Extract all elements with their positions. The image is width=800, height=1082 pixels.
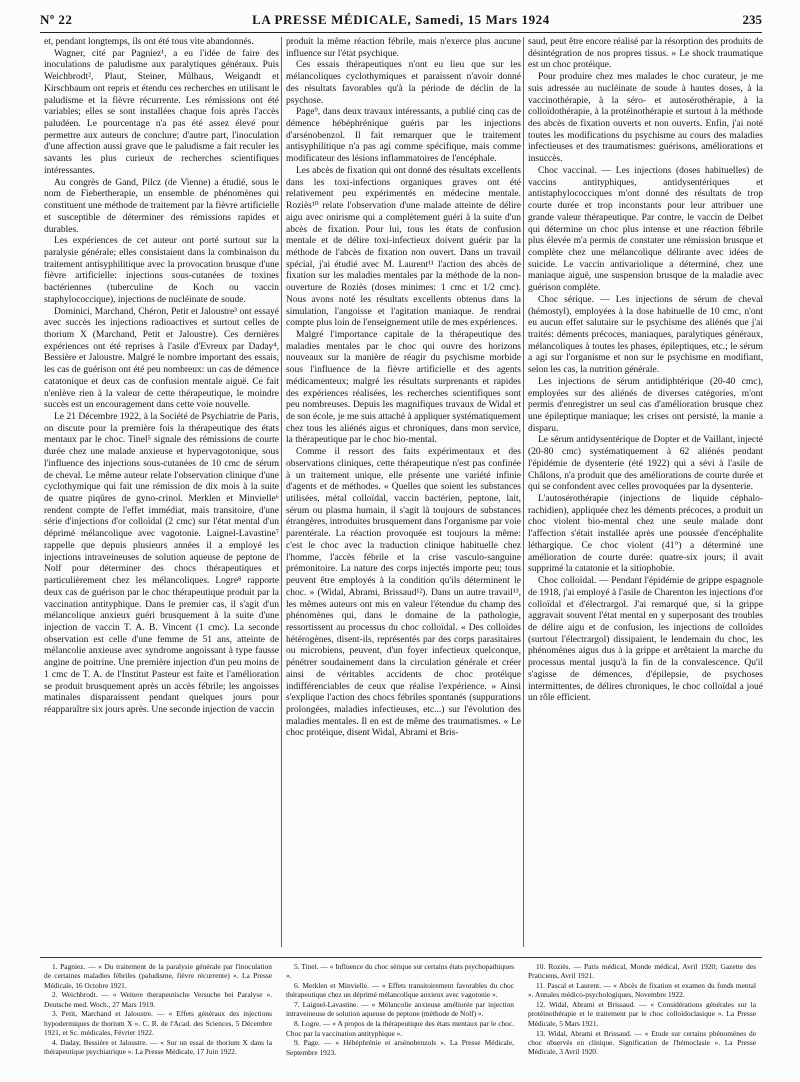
footnotes-column-1 [44,962,272,1057]
text-column-2 [286,37,521,943]
footnote: 10. Roziès. — Paris médical, Monde médical, Avril 1920; Gazette des Praticiens, Avril 1921. [528,962,756,981]
footnote: 3. Petit, Marchand et Jaloustre. — « Effets généraux des injections hypodermiques de thorium X ». C. R. de l'Acad. des Sciences, 5 Décembre 1921, et Sc. médicales, Février 1922. [44,1009,272,1038]
paragraph: Le 21 Décembre 1922, à la Société de Psychiatrie de Paris, on discute pour la première fois la thérapeutique des états mentaux par le choc. Tinel⁵ signale des rémissions de courte durée chez une malade anxieuse et hypervagotonique, sous l'influence des injections sous-cutanées de 10 cmc de sérum de cheval. Le même auteur relate l'observation clinique d'une cyclothymique qui fait une rémission de dix mois à la suite de quatre piqûres de gyno-crinol. Merklen et Minvielle⁶ rendent compte de l'effet immédiat, mais transitoire, d'une série d'injections d'or colloïdal (2 cmc) sur l'état mental d'un déprimé mélancolique avec vagotonie. Laignel-Lavastine⁷ rappelle que depuis plusieurs années il a employé les injections intraveineuses de solution aqueuse de peptone de Nolf pour déterminer des chocs thérapeutiques et particulièrement chez les mélancoliques. Logre⁸ rapporte deux cas de guérison par le choc thérapeutique produit par la vaccination antityphique. Dans le premier cas, il s'agit d'un mélancolique anxieux guéri brusquement à la suite d'une injection de vaccin T. A. B. Vincent (1 cmc). La seconde observation est celle d'une femme de 51 ans, atteinte de mélancolie anxieuse avec syndrome angoissant à type fausse angine de poitrine. Une première injection d'un peu moins de 1 cmc de T. A. de l'Institut Pasteur est faite et l'amélioration se produit brusquement après un accès fébrile; les angoisses matinales disparaissent pendant quelques jours pour réapparaître six jours après. Une seconde injection de vaccin [44,412,279,715]
paragraph: Comme il ressort des faits expérimentaux et des observations cliniques, cette thérapeutique n'est pas confinée à un traitement unique, elle présente une variété infinie d'agents et de méthodes. « Quelles que soient les substances utilisées, métal colloïdal, vaccin bactérien, peptone, lait, sérum ou plasma humain, il s'agit là toujours de substances étrangères, introduites brusquement dans l'organisme par voie parentérale. La réaction provoquée est toujours la même: c'est le choc avec la traduction clinique habituelle chez l'homme, l'accès fébrile et la crise vasculo-sanguine prémonitoire. La nature des corps injectés importe peu; tous peuvent être employés à la condition qu'ils déterminent le choc. » (Widal, Abrami, Brissaud¹²). Dans un autre travail¹³, les mêmes auteurs ont mis en valeur l'étendue du champ des phénomènes qui, dans le domaine de la pathologie, ressortissent au processus du choc colloïdal. « Des colloïdes hétérogènes, disent-ils, représentés par des corps parasitaires ou microbiens, peuvent, d'un foyer infectieux quelconque, pénétrer soudainement dans la circulation générale et créer ainsi de véritables accidents de choc protéique indifférenciables de ceux que réalise l'expérience. » Ainsi s'explique l'action des chocs fébriles spontanés (suppurations prolongées, maladies infectieuses, etc...) sur l'évolution des maladies mentales. Il en est de même des traumatismes. « Le choc protéique, disent Widal, Abrami et Bris- [286,447,521,739]
paragraph: Choc vaccinal. — Les injections (doses habituelles) de vaccins antityphiques, antidysentériques et antistaphylococciques m'ont donné des résultats de trop courte durée et trop inconstants pour leur attribuer une grande valeur thérapeutique. Par contre, le vaccin de Delbet qui détermine un choc plus intense et une réaction fébrile plus élevée m'a permis de constater une rémission brusque et complète chez une mélancolique délirante avec idées de suicide. Le vaccin antivariolique a déterminé, chez une maniaque aiguë, une suspension brusque de la maladie avec guérison complète. [528,165,763,294]
footnote-rule [40,957,762,958]
paragraph: Les expériences de cet auteur ont porté surtout sur la paralysie générale; elles consistaient dans la combinaison du traitement antisyphilitique avec la provocation brusque d'une fièvre artificielle: injections sous-cutanées de toxines bactériennes (tuberculine de Koch ou vaccin staphylococcique), injections de nucléinate de soude. [44,236,279,305]
paragraph: Les abcès de fixation qui ont donné des résultats excellents dans les toxi-infections organiques graves ont été relativement peu expérimentés en médecine mentale. Roziès¹⁰ relate l'observation d'une malade atteinte de délire aigu avec onirisme qui a complètement guéri à la suite d'un abcès de fixation. Pour lui, tous les états de confusion mentale et de délire toxi-infectieux doivent guérir par la méthode de l'abcès de fixation non ouvert. Dans un travail spécial, j'ai étudié avec M. Laurent¹¹ l'action des abcès de fixation sur les maladies mentales par la méthode de la non-ouverture de Roziès (doses minimes: 1 cmc et 1/2 cmc). Nous avons noté les résultats excellents obtenus dans la simulation, l'angoisse et l'agitation maniaque. Je rendrai compte plus loin de l'enseignement utile de mes expériences. [286,165,521,329]
text-column-1 [44,37,279,943]
column-divider [281,37,282,947]
footnote: 7. Laignel-Lavastine. — « Mélancolie anxieuse améliorée par injection intraveineuse de solution aqueuse de peptone (méthode de Nolf) ». [286,1000,514,1019]
footnote: 4. Daday, Bessière et Jaloustre. — « Sur un essai de thorium X dans la thérapeutique psychiatrique ». La Presse Médicale, 17 Juin 1922. [44,1037,272,1057]
paragraph: et, pendant longtemps, ils ont été tous vite abandonnés. [44,37,254,47]
paragraph: saud, peut être encore réalisé par la résorption des produits de désintégration de nos propres tissus. » Le shock traumatique est un choc protéique. [528,37,763,71]
paragraph: Au congrès de Gand, Pilcz (de Vienne) a étudié, sous le nom de Fiebertherapie, un ensemble de phénomènes qui constituent une méthode de traitement par la fièvre artificielle et susceptible de déterminer des rémissions rapides et durables. [44,177,279,235]
paragraph: Dominici, Marchand, Chéron, Petit et Jaloustre³ ont essayé avec succès les injections radioactives et surtout celles de thorium X (Marchand, Petit et Jaloustre). Ces dernières expériences ont été reprises à l'asile d'Evreux par Daday⁴, Bessière et Jaloustre. Malgré le nombre important des essais, les cas de guérison ont été peu nombreux: un cas de démence catatonique et deux cas de confusion mentale aiguë. Ce fait n'enlève rien à la valeur de cette thérapeutique, le moindre succès est un encouragement dans cette voie nouvelle. [44,306,279,411]
paragraph: Wagner, cité par Pagniez¹, a eu l'idée de faire des inoculations de paludisme aux paralytiques généraux. Puis Weichbrodt², Plaut, Steiner, Mülhaus, Weigandt et Kirschbaum ont repris et étendu ces recherches en utilisant le paludisme et la fièvre récurrente. Les rémissions ont été variables; elles se sont installées chaque fois après l'accès paludéen. Le pourcentage n'a pas été assez élevé pour permettre aux auteurs de conclure; d'autre part, l'inoculation d'une affection aussi grave que le paludisme a fait reculer les savants les plus curieux de recherches scientifiques intéressantes. [44,48,279,176]
footnote: 12. Widal, Abrami et Brissaud. — « Considérations générales sur la protéinothérapie et le traitement par le choc colloïdoclasique ». La Presse Médicale, 5 Mars 1921. [528,1000,756,1028]
issue-number: Nº 22 [40,12,73,27]
footnotes-column-2 [286,962,514,1057]
paragraph: produit la même réaction fébrile, mais n'exerce plus aucune influence sur l'état psychique. [286,37,521,59]
paragraph: Les injections de sérum antidiphtérique (20-40 cmc), employées sur des aliénés de diverses catégories, m'ont permis d'enregistrer un seul cas d'amélioration brusque chez une épileptique maniaque; les crises ont persisté, la manie a disparu. [528,376,763,434]
paragraph: L'autosérothérapie (injections de liquide céphalo-rachidien), appliquée chez les déments précoces, a produit un choc violent bio-mental chez une seule malade dont l'affection s'était installée après une poussée d'encéphalite léthargique. Ce choc violent (41°) a déterminé une amélioration de courte durée: quatre-six jours; il avait supprimé la catatonie et la sitiophobie. [528,494,763,575]
footnote: 11. Pascal et Laurent. — « Abcès de fixation et examen du fonds mental ». Annales médico-psychologiques, Novembre 1922. [528,981,756,1000]
journal-title: LA PRESSE MÉDICALE, Samedi, 15 Mars 1924 [252,12,550,27]
footnote: 9. Page. — « Hébéphrénie et arsénobenzols ». La Presse Médicale, Septembre 1923. [286,1038,514,1057]
footnote: 5. Tinel. — « Influence du choc sérique sur certains états psychopathiques ». [286,962,514,981]
paragraph: Page⁹, dans deux travaux intéressants, a publié cinq cas de démence hébéphrénique guéris par les injections d'arsénobenzol. Il fait remarquer que le traitement antisyphilitique n'a pas agi comme spécifique, mais comme modificateur des lésions inflammatoires de l'encéphale. [286,107,521,165]
footnote: 8. Logre. — « A propos de la thérapeutique des états mentaux par le choc. Choc par la vaccination antityphique ». [286,1019,514,1038]
text-column-3 [528,37,763,943]
column-divider [523,37,524,947]
paragraph: Pour produire chez mes malades le choc curateur, je me suis adressée au nucléinate de soude à hautes doses, à la vaccinothérapie, à la séro- et autosérothérapie, à la colloïdothérapie, à la protéinothérapie et surtout à la méthode des abcès de fixation ouverts et non ouverts. Enfin, j'ai noté toutes les modifications du psychisme au cours des maladies infectieuses et des traumatismes: guérisons, améliorations et insuccès. [528,72,763,165]
paragraph: Ces essais thérapeutiques n'ont eu lieu que sur les mélancoliques cyclothymiques et paraissent n'avoir donné des résultats favorables qu'à la période de déclin de la psychose. [286,60,521,106]
footnote: 13. Widal, Abrami et Brissaud. — « Etude sur certains phénomènes de choc observés en clinique. Signification de l'hémoclasie ». La Presse Médicale, 3 Avril 1920. [528,1028,756,1057]
paragraph: Choc sérique. — Les injections de sérum de cheval (hémostyl), employées à la dose habituelle de 10 cmc, n'ont eu aucun effet salutaire sur le psychisme des aliénés que j'ai traités: déments précoces, maniaques, paralytiques généraux, mélancoliques à toutes les phases, épileptiques, etc.; le sérum a agi sur l'organisme et non sur le psychisme en modifiant, selon les cas, la nutrition générale. [528,294,763,376]
footnote: 6. Merklen et Minvielle. — « Effets transitoirement favorables du choc thérapeutique chez un déprimé mélancolique anxieux avec vagotonie ». [286,981,514,1000]
paragraph: Malgré l'importance capitale de la thérapeutique des maladies mentales par le choc qui ouvre des horizons nouveaux sur la manière de réagir du psychisme morbide sous l'influence de la fièvre artificielle et des agents médicamenteux; malgré les résultats surprenants et rapides des expériences réalisées, les recherches scientifiques sont peu nombreuses. Depuis les magnifiques travaux de Widal et de son école, je me suis attaché à appliquer systématiquement chez tous les aliénés aigus et chroniques, dans mon service, la thérapeutique par le choc bio-mental. [286,329,521,446]
paragraph: Choc colloïdal. — Pendant l'épidémie de grippe espagnole de 1918, j'ai employé à l'asile de Charenton les injections d'or colloïdal et d'électrargol. J'ai remarqué que, si la grippe aggravait souvent l'état mental en y superposant des troubles de délire aigu et de confusion, les injections de colloïdes (surtout l'électrargol) dissipaient, le lendemain du choc, les phénomènes aigus dus à la grippe et arrêtaient la marche du processus mental jusqu'à la fin de la convalescence. Qu'il s'agisse de démences, d'épilepsie, de psychoses intermittentes, de délires chroniques, le choc colloïdal a joué un rôle efficient. [528,576,763,704]
paragraph: Le sérum antidysentérique de Dopter et de Vaillant, injecté (20-80 cmc) systématiquement à 62 aliénés pendant l'épidémie de dysenterie (été 1922) qui a sévi à l'asile de Châlons, n'a produit que des améliorations de courte durée et qui se confondent avec celles provoquées par la dysenterie. [528,435,763,493]
footnote: 2. Weichbrodt. — « Weitere therapeutische Versuche bei Paralyse ». Deutsche med. Woch., 27 Mars 1919. [44,990,272,1009]
footnote: 1. Pagniez. — « Du traitement de la paralysie générale par l'inoculation de certaines maladies fébriles (paludisme, fièvre récurrente) ». La Presse Médicale, 16 Octobre 1921. [44,962,272,990]
page-header [40,12,762,34]
footnotes-column-3 [528,962,756,1057]
page-number: 235 [742,12,762,27]
header-rule [40,32,762,33]
